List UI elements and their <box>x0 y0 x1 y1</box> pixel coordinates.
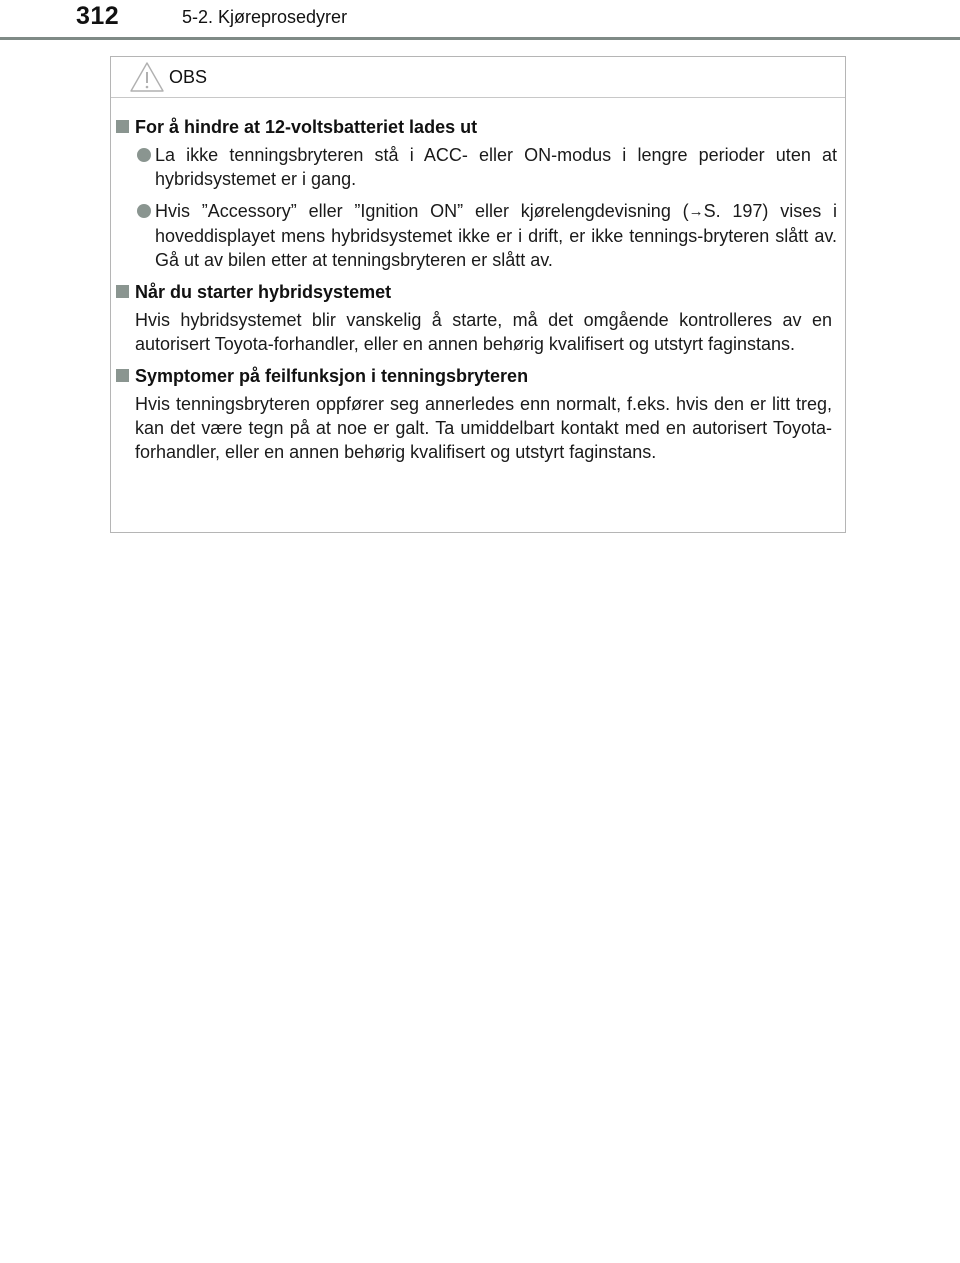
list-item <box>111 143 845 191</box>
section-heading-text: Symptomer på feilfunksjon i tenningsbryteren <box>135 366 529 386</box>
list-item <box>111 199 845 272</box>
section-heading-text: For å hindre at 12-voltsbatteriet lades ut <box>135 117 478 137</box>
section-paragraph: Hvis hybridsystemet blir vanskelig å starte, må det omgående kontrolleres av en autorisert Toyota-forhandler, eller en annen behørig kvalifisert og utstyrt faginstans. <box>135 310 832 354</box>
obs-section <box>111 115 845 272</box>
list-item-text-start: Hvis ”Accessory” eller ”Ignition ON” eller kjørelengdevisning ( <box>155 201 689 221</box>
section-heading <box>111 280 845 304</box>
page-reference-link: S. 197) vises i hoveddisplayet mens hybridsystemet ikke er i drift, er ikke tennings-bryteren slått av. Gå ut av bilen etter at tenningsbryteren er slått av. <box>155 201 837 270</box>
square-bullet-icon <box>116 120 129 133</box>
circle-bullet-icon <box>137 204 151 218</box>
section-title: 5-2. Kjøreprosedyrer <box>182 7 348 27</box>
arrow-right-icon: → <box>688 203 704 220</box>
obs-section <box>111 364 845 464</box>
section-paragraph: Hvis tenningsbryteren oppfører seg annerledes enn normalt, f.eks. hvis den er litt treg, kan det være tegn på at noe er galt. Ta umiddelbart kontakt med en autorisert Toyota-forhandler, eller en annen behørig kvalifisert og utstyrt faginstans. <box>135 394 832 462</box>
page-header <box>0 0 960 42</box>
section-heading-text: Når du starter hybridsystemet <box>135 282 392 302</box>
obs-notice-box <box>110 56 846 533</box>
warning-triangle-icon <box>129 61 165 93</box>
header-divider <box>0 37 960 40</box>
obs-notice-header <box>111 57 845 98</box>
section-heading <box>111 364 845 388</box>
circle-bullet-icon <box>137 148 151 162</box>
obs-label: OBS <box>169 67 208 87</box>
section-heading <box>111 115 845 139</box>
list-item-text: La ikke tenningsbryteren stå i ACC- eller ON-modus i lengre perioder uten at hybridsystemet er i gang. <box>155 145 837 189</box>
square-bullet-icon <box>116 369 129 382</box>
obs-section <box>111 280 845 356</box>
obs-content <box>111 115 845 472</box>
page-number: 312 <box>76 2 120 30</box>
square-bullet-icon <box>116 285 129 298</box>
